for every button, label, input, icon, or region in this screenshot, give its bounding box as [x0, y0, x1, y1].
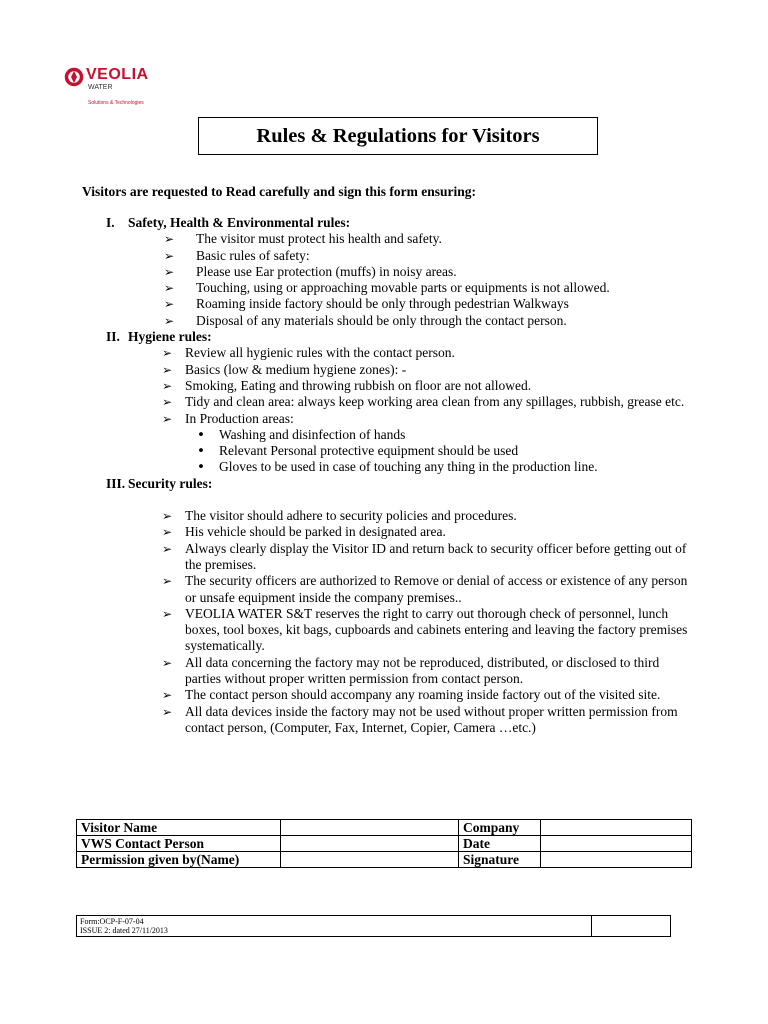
section-number: I.: [106, 215, 115, 230]
list-item: ➢ Basic rules of safety:: [164, 247, 310, 263]
arrow-bullet-icon: ➢: [164, 248, 175, 263]
permission-field[interactable]: [281, 852, 459, 868]
visitor-name-field[interactable]: [281, 820, 459, 836]
list-item: ➢ The visitor must protect his health and safety.: [164, 231, 442, 247]
list-item: ➢ Touching, using or approaching movable parts or equipments is not allowed.: [164, 280, 610, 296]
dot-bullet-icon: •: [197, 426, 205, 443]
date-field[interactable]: [541, 836, 692, 852]
list-item: ➢ All data devices inside the factory may not be used without proper written permission from contact person, (Computer, Fax, Internet, Copier, Camera …etc.): [162, 703, 678, 735]
list-item: ➢ In Production areas:: [162, 410, 294, 426]
signature-field[interactable]: [541, 852, 692, 868]
arrow-bullet-icon: ➢: [162, 411, 173, 426]
list-item: ➢ The security officers are authorized to Remove or denial of access or existence of any person or unsafe equipment inside the company premises..: [162, 573, 688, 605]
company-label: Company: [459, 820, 541, 836]
veolia-logo-icon: [64, 67, 86, 89]
section-security-heading: [0, 476, 768, 492]
rules-content: [0, 215, 768, 736]
arrow-bullet-icon: ➢: [162, 525, 173, 540]
section-safety-heading: [0, 215, 768, 231]
form-issue: ISSUE 2: dated 27/11/2013: [80, 926, 168, 935]
list-item: ➢ Roaming inside factory should be only through pedestrian Walkways: [164, 296, 569, 312]
sub-list-item: • Gloves to be used in case of touching any thing in the production line.: [197, 459, 598, 476]
arrow-bullet-icon: ➢: [164, 281, 175, 296]
list-item: ➢ All data concerning the factory may not be reproduced, distributed, or disclosed to third parties without proper written permission from contact person.: [162, 654, 660, 687]
logo-line2: Solutions & Technologies: [88, 100, 144, 106]
arrow-bullet-icon: ➢: [162, 362, 173, 377]
arrow-bullet-icon: ➢: [164, 297, 175, 312]
contact-person-field[interactable]: [281, 836, 459, 852]
section-hygiene-heading: [0, 329, 768, 345]
table-row: [77, 820, 692, 836]
logo-line1: WATER: [88, 84, 113, 91]
signature-label: Signature: [459, 852, 541, 868]
sub-list-item: • Relevant Personal protective equipment should be used: [197, 443, 519, 460]
table-row: [77, 852, 692, 868]
visitor-form-table: [76, 819, 692, 868]
arrow-bullet-icon: ➢: [162, 395, 173, 410]
form-code: Form:OCP-F-07-04: [80, 917, 144, 926]
section-title: Safety, Health & Environmental rules:: [128, 215, 351, 230]
arrow-bullet-icon: ➢: [162, 688, 173, 703]
section-title: Security rules:: [128, 475, 213, 491]
list-item: ➢ Please use Ear protection (muffs) in noisy areas.: [164, 263, 457, 279]
footer-empty-cell: [592, 916, 671, 937]
section-title: Hygiene rules:: [128, 329, 212, 345]
date-label: Date: [459, 836, 541, 852]
title-box: [198, 117, 598, 155]
arrow-bullet-icon: ➢: [162, 541, 173, 556]
form-code-cell: [77, 916, 592, 937]
form-footer-table: [76, 915, 671, 937]
logo-brand: VEOLIA: [86, 66, 149, 83]
sub-list-item: • Washing and disinfection of hands: [197, 426, 406, 443]
page-title: Rules & Regulations for Visitors: [256, 124, 540, 147]
list-item: ➢ Tidy and clean area: always keep working area clean from any spillages, rubbish, grease etc.: [162, 394, 685, 410]
arrow-bullet-icon: ➢: [164, 232, 175, 247]
intro-text: Visitors are requested to Read carefully and sign this form ensuring:: [82, 184, 476, 199]
arrow-bullet-icon: ➢: [162, 704, 173, 719]
list-item: ➢ The visitor should adhere to security policies and procedures.: [162, 508, 517, 524]
contact-person-label: VWS Contact Person: [77, 836, 281, 852]
arrow-bullet-icon: ➢: [162, 509, 173, 524]
list-item: ➢ His vehicle should be parked in designated area.: [162, 524, 446, 540]
dot-bullet-icon: •: [197, 443, 205, 460]
company-field[interactable]: [541, 820, 692, 836]
arrow-bullet-icon: ➢: [162, 655, 173, 670]
arrow-bullet-icon: ➢: [162, 346, 173, 361]
table-row: [77, 916, 671, 937]
section-number: II.: [106, 329, 120, 345]
arrow-bullet-icon: ➢: [162, 378, 173, 393]
veolia-logo: [64, 66, 174, 110]
list-item: ➢ The contact person should accompany any roaming inside factory out of the visited site.: [162, 687, 661, 703]
section-number: III.: [106, 475, 126, 491]
arrow-bullet-icon: ➢: [162, 574, 173, 589]
arrow-bullet-icon: ➢: [164, 264, 175, 279]
list-item: ➢ VEOLIA WATER S&T reserves the right to carry out thorough check of personnel, lunch boxes, tool boxes, kit bags, cupboards and cabinets entering and leaving the factory premises systematically.: [162, 605, 688, 654]
list-item: ➢ Always clearly display the Visitor ID and return back to security officer before getting out of the premises.: [162, 540, 687, 572]
arrow-bullet-icon: ➢: [164, 313, 175, 328]
list-item: ➢ Review all hygienic rules with the contact person.: [162, 345, 455, 361]
table-row: [77, 836, 692, 852]
arrow-bullet-icon: ➢: [162, 606, 173, 621]
dot-bullet-icon: •: [197, 459, 205, 476]
permission-label: Permission given by(Name): [77, 852, 281, 868]
visitor-name-label: Visitor Name: [77, 820, 281, 836]
list-item: ➢ Disposal of any materials should be only through the contact person.: [164, 312, 567, 328]
list-item: ➢ Smoking, Eating and throwing rubbish on floor are not allowed.: [162, 377, 532, 393]
list-item: ➢ Basics (low & medium hygiene zones): -: [162, 361, 407, 377]
